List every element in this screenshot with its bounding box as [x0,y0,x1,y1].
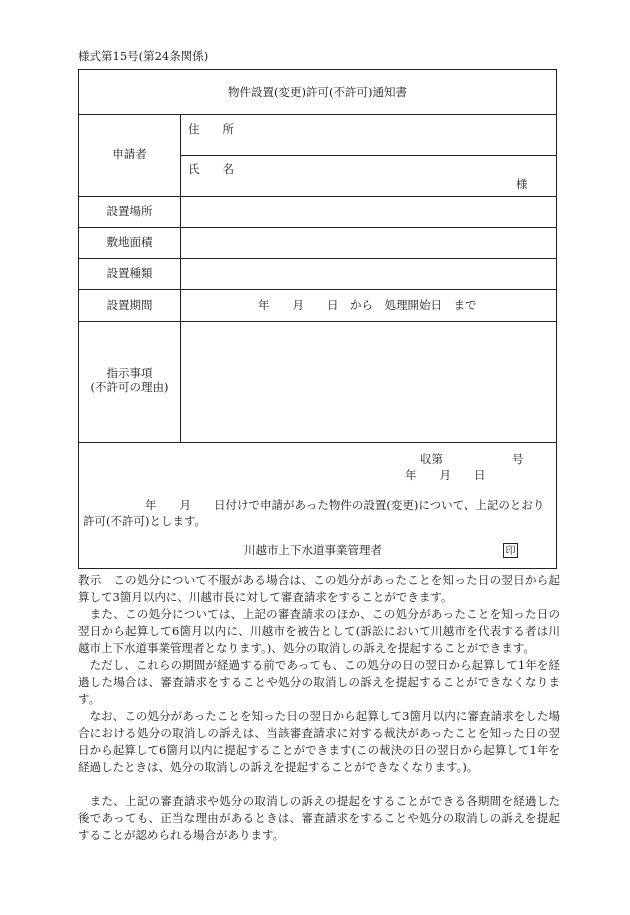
notice-body-line2: 許可(不許可)とします。 [83,514,207,528]
footer-paragraph: ただし、これらの期間が経過する前であっても、この処分の日の翌日から起算して1年を経過した場合は、審査請求をすることや処分の取消しの訴えを提起することができなくなります。 [78,658,560,706]
divider [79,258,556,259]
name-label: 氏 名 [188,162,234,176]
instructions-label: 指示事項 [106,366,153,380]
footer-paragraph: 教示 この処分について不服がある場合は、この処分があったことを知った日の翌日から起算して3箇月以内に、川越市長に対して審査請求をすることができます。 [78,573,560,604]
footer-paragraph: また、上記の審査請求や処分の取消しの訴えの提起をすることができる各期間を経過した後であっても、正当な理由があるときは、審査請求をすることや処分の取消しの訴えを提起することが認められる場合があります。 [78,794,560,842]
form-table [78,69,557,569]
divider [180,155,556,156]
column-divider [180,114,181,442]
notice-body-line1: 年 月 日付けで申請があった物件の設置(変更)について、上記のとおり [145,498,545,512]
divider [79,114,556,115]
divider [79,442,556,443]
footer-paragraph: なお、この処分があったことを知った日の翌日から起算して3箇月以内に審査請求をした場合における処分の取消しの訴えは、当該審査請求に対する裁決があったことを知った日の翌日から起算して6箇月以内に提起することができます(この裁決の日の翌日から起算して1年を経過したときは、処分の取消しの訴えを提起することができなくなります。)。 [78,709,560,774]
area-label: 敷地面積 [106,235,153,249]
divider [79,289,556,290]
divider [79,196,556,197]
period-label: 設置期間 [106,298,153,312]
seal-mark: 印 [503,543,518,558]
instructions-sublabel: (不許可の理由) [90,380,169,394]
issuer: 川越市上下水道事業管理者 [244,543,382,557]
form-number: 様式第15号(第24条関係) [78,49,209,63]
address-label: 住 所 [188,122,234,136]
form-title: 物件設置(変更)許可(不許可)通知書 [228,85,407,99]
divider [79,321,556,322]
type-label: 設置種類 [106,266,153,280]
footer-paragraph: また、この処分については、上記の審査請求のほか、この処分があったことを知った日の翌日から起算して6箇月以内に、川越市を被告として(訴訟において川越市を代表する者は川越市上下水道事業管理者となります。)、処分の取消しの訴えを提起することができます。 [78,607,560,655]
receipt-number: 収第 号 [420,452,524,466]
honorific: 様 [516,177,528,191]
period-value: 年 月 日 から 処理開始日 まで [258,298,477,312]
divider [79,227,556,228]
notice-date: 年 月 日 [405,468,486,482]
location-label: 設置場所 [106,204,153,218]
applicant-label: 申請者 [112,147,147,161]
